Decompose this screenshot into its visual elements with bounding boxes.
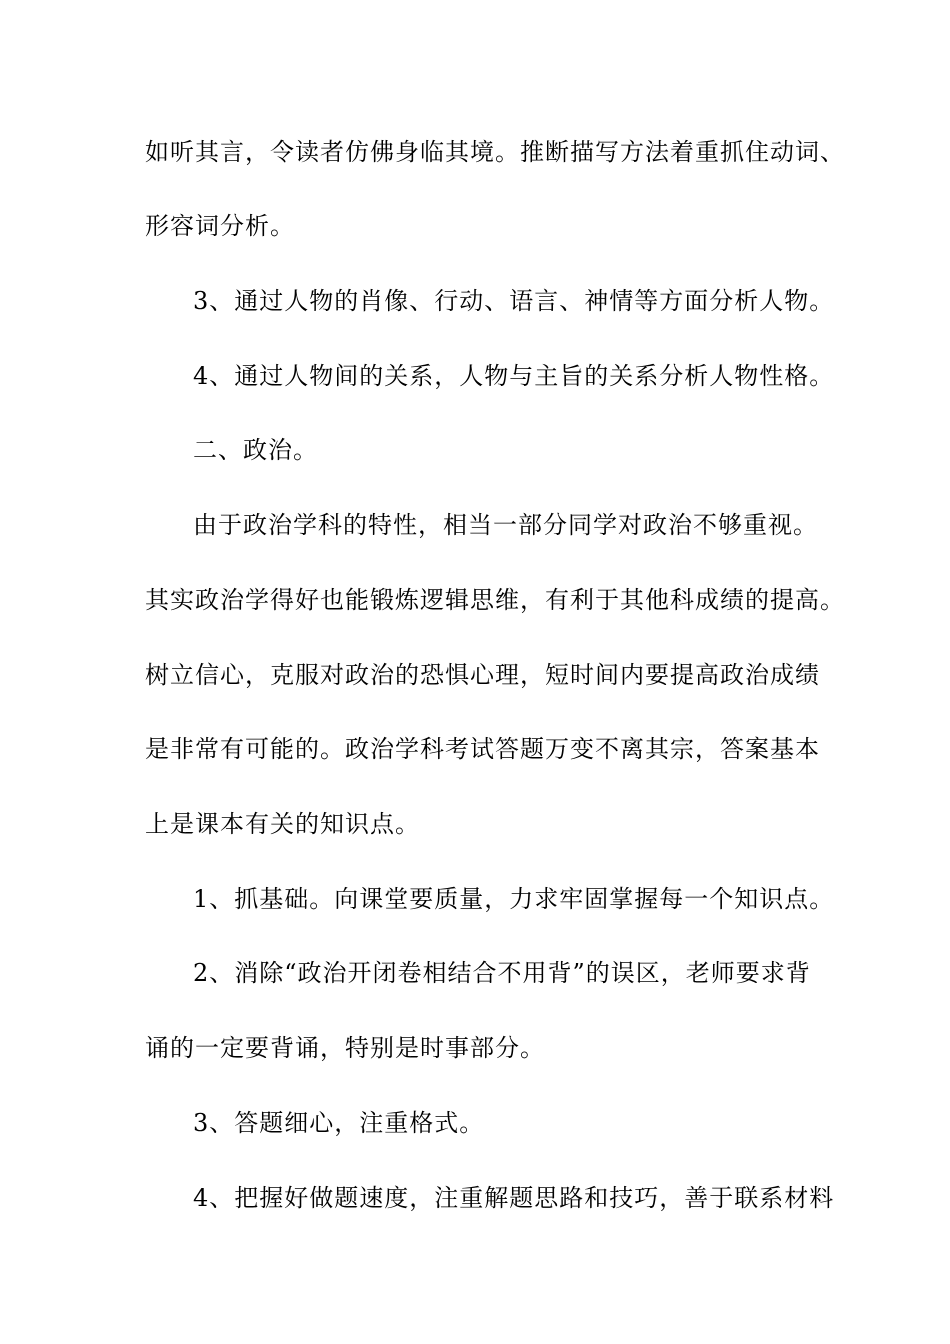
- list-item-2-memorize: 2、消除“政治开闭卷相结合不用背”的误区，老师要求背: [193, 959, 811, 987]
- list-item-3-portrait: 3、通过人物的肖像、行动、语言、神情等方面分析人物。: [193, 287, 835, 315]
- paragraph-line: 其实政治学得好也能锻炼逻辑思维，有利于其他科成绩的提高。: [145, 586, 845, 614]
- paragraph-line: 树立信心，克服对政治的恐惧心理，短时间内要提高政治成绩: [145, 661, 820, 689]
- list-item-4-speed: 4、把握好做题速度，注重解题思路和技巧，善于联系材料: [193, 1184, 835, 1212]
- list-item-3-format: 3、答题细心，注重格式。: [193, 1109, 485, 1137]
- list-item-4-relations: 4、通过人物间的关系，人物与主旨的关系分析人物性格。: [193, 362, 835, 390]
- paragraph-line: 由于政治学科的特性，相当一部分同学对政治不够重视。: [193, 511, 818, 539]
- list-item-1-basics: 1、抓基础。向课堂要质量，力求牢固掌握每一个知识点。: [193, 885, 835, 913]
- text-line: 如听其言，令读者仿佛身临其境。推断描写方法着重抓住动词、: [145, 138, 845, 166]
- paragraph-line: 诵的一定要背诵，特别是时事部分。: [145, 1034, 545, 1062]
- paragraph-line: 上是课本有关的知识点。: [145, 810, 420, 838]
- text-line: 形容词分析。: [145, 212, 295, 240]
- paragraph-line: 是非常有可能的。政治学科考试答题万变不离其宗，答案基本: [145, 735, 820, 763]
- section-heading-politics: 二、政治。: [193, 436, 318, 464]
